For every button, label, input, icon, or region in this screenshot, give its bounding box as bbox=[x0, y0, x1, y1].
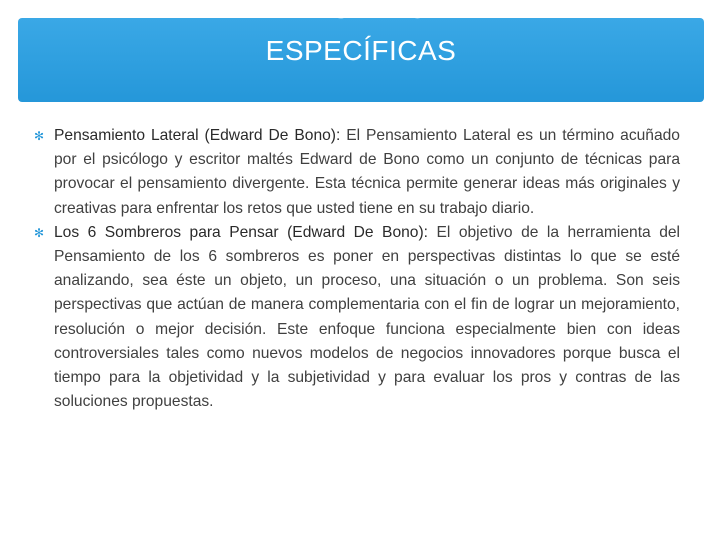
slide-title bbox=[18, 0, 704, 72]
bullet-text: El objetivo de la herramienta del Pensamiento de los 6 sombreros es poner en perspectivas distintas lo que se esté analizando, sea éste un objeto, un proceso, una situación o un problema. Son seis perspectivas que actúan de manera complementaria con el fin de lograr un mejoramiento, resolución o mejor decisión. Este enfoque funciona especialmente bien con ideas controversiales tales como nuevos modelos de negocios innovadores porque busca el tiempo para la objetividad y la subjetividad y para evaluar los pros y contras de las soluciones propuestas. bbox=[54, 223, 681, 411]
bullet-list bbox=[34, 124, 680, 414]
bullet-item-six-hats bbox=[34, 221, 680, 415]
bullet-lead: Los 6 Sombreros para Pensar (Edward De Bono): bbox=[54, 223, 429, 241]
bullet-item-lateral-thinking bbox=[34, 124, 680, 221]
slide-title-line-1: HERRAMIENTAS DE CREATIVIDAD bbox=[123, 0, 599, 24]
bullet-text: El Pensamiento Lateral es un término acuñado por el psicólogo y escritor maltés Edward de Bono como un conjunto de técnicas para provocar el pensamiento divergente. Esta técnica permite generar ideas más originales y creativas para enfrentar los retos que usted tiene en su trabajo diario. bbox=[54, 127, 680, 217]
bullet-lead: Pensamiento Lateral (Edward De Bono): bbox=[54, 127, 341, 144]
asterisk-icon: ✻ bbox=[34, 129, 45, 143]
asterisk-icon: ✻ bbox=[34, 225, 45, 240]
slide-title-line-2: ESPECÍFICAS bbox=[265, 35, 457, 66]
